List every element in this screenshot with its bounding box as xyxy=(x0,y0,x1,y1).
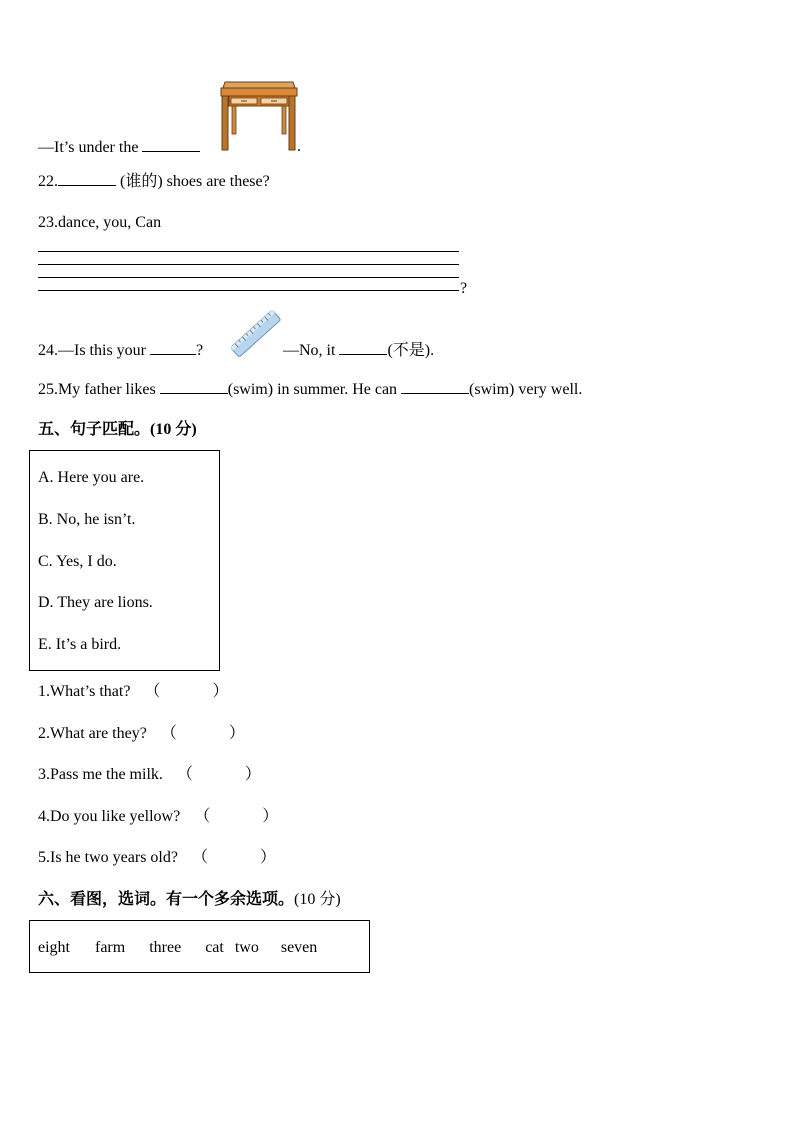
q23-prompt: 23.dance, you, Can xyxy=(38,214,162,231)
word-option[interactable]: cat xyxy=(205,939,224,956)
q25-line: 25.My father likes (swim) in summer. He can (swim) very well. xyxy=(38,381,583,398)
match-question-1: 1.What’s that? （ ） xyxy=(38,683,229,700)
q23-answer-line[interactable] xyxy=(38,290,459,291)
word-option[interactable]: farm xyxy=(95,939,126,956)
option-b: B. No, he isn’t. xyxy=(38,511,136,528)
q25-blank-2[interactable] xyxy=(401,379,469,394)
match-question-5: 5.Is he two years old? （ ） xyxy=(38,849,276,866)
word-bank xyxy=(38,938,317,958)
option-a: A. Here you are. xyxy=(38,469,145,486)
q25-blank-1[interactable] xyxy=(160,379,228,394)
q24-reply: —No, it (不是). xyxy=(283,342,435,359)
option-e: E. It’s a bird. xyxy=(38,636,122,653)
q22-blank[interactable] xyxy=(58,171,116,186)
q23-answer-line[interactable] xyxy=(38,277,459,278)
word-option[interactable]: three xyxy=(149,939,182,956)
word-option[interactable]: eight xyxy=(38,939,70,956)
match-question-3: 3.Pass me the milk. （ ） xyxy=(38,766,261,783)
word-option[interactable]: two xyxy=(234,939,259,956)
desk-icon xyxy=(219,80,299,152)
q24-blank-1[interactable] xyxy=(150,340,196,355)
match-question-4: 4.Do you like yellow? （ ） xyxy=(38,808,279,825)
q23-answer-line[interactable] xyxy=(38,264,459,265)
word-option[interactable]: seven xyxy=(280,939,318,956)
q24-line: 24.—Is this your ? xyxy=(38,342,204,359)
q23-answer-line[interactable] xyxy=(38,251,459,252)
q21-blank[interactable] xyxy=(142,137,200,152)
section5-title: 五、句子匹配。(10 分) xyxy=(38,421,197,438)
option-d: D. They are lions. xyxy=(38,594,153,611)
match-question-2: 2.What are they? （ ） xyxy=(38,725,245,742)
option-c: C. Yes, I do. xyxy=(38,553,117,570)
q22-line: 22. (谁的) shoes are these? xyxy=(38,173,270,190)
q21-line: —It’s under the xyxy=(38,137,200,158)
q24-blank-2[interactable] xyxy=(339,340,387,355)
ruler-icon xyxy=(230,310,282,358)
section6-title: 六、看图，选词。有一个多余选项。(10 分) xyxy=(38,891,341,908)
q21-period: . xyxy=(297,138,301,155)
q23-question-mark: ? xyxy=(460,280,468,297)
